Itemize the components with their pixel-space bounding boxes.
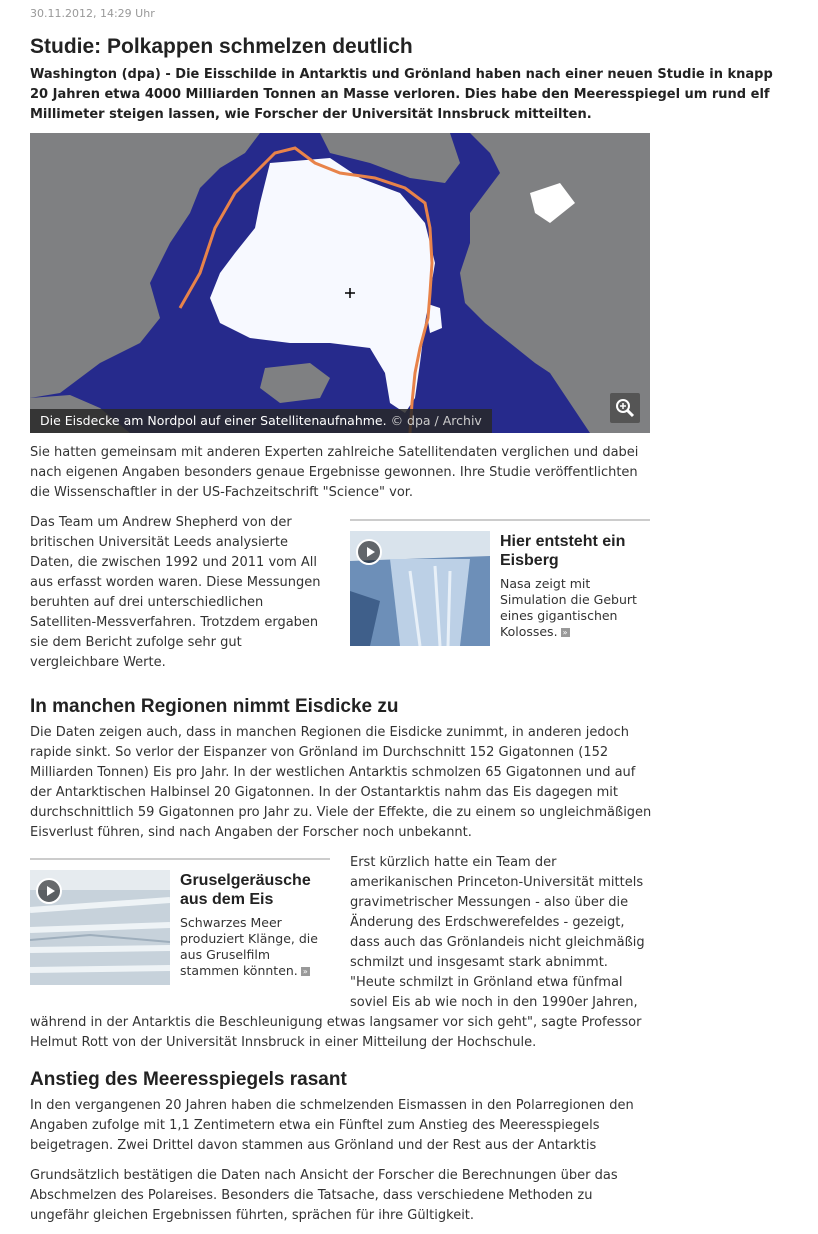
play-icon <box>356 539 382 565</box>
teaser-description <box>500 576 650 640</box>
subheading-2: Anstieg des Meeresspiegels rasant <box>30 1069 347 1090</box>
more-arrow-icon[interactable]: » <box>561 628 570 637</box>
teaser-description <box>180 915 330 979</box>
magnifier-icon <box>610 393 640 423</box>
caption-credit: © dpa / Archiv <box>390 413 482 428</box>
paragraph-4b: während in der Antarktis die Beschleunigung etwas langsamer vor sich geht", sagte Professor Helmut Rott von der Universität Innsbruck in einer Mitteilung der Hochschule. <box>30 1015 642 1050</box>
subheading-1: In manchen Regionen nimmt Eisdicke zu <box>30 696 399 717</box>
teaser-thumbnail[interactable] <box>350 531 490 646</box>
image-caption <box>30 409 492 433</box>
article-title: Studie: Polkappen schmelzen deutlich <box>30 35 413 58</box>
paragraph-1: Sie hatten gemeinsam mit anderen Experten zahlreiche Satellitendaten verglichen und dabei nach eigenen Angaben besonders genaue Ergebnisse gewonnen. Ihre Studie veröffentlichten die Wissenschaftler in der US-Fachzeitschrift "Science" vor. <box>30 445 639 500</box>
arctic-satellite-image[interactable] <box>30 133 650 433</box>
video-teaser-grusel[interactable] <box>30 858 330 978</box>
video-teaser-eisberg[interactable] <box>350 519 650 639</box>
article-lead: Washington (dpa) - Die Eisschilde in Antarktis und Grönland haben nach einer neuen Studie in knapp 20 Jahren etwa 4000 Milliarden Tonnen an Masse verloren. Dies habe den Meeresspiegel um rund elf Millimeter steigen lassen, wie Forscher der Universität Innsbruck mitteilten. <box>30 67 773 122</box>
zoom-button[interactable] <box>610 393 640 423</box>
teaser-title[interactable]: Hier entsteht ein Eisberg <box>500 533 626 569</box>
caption-text: Die Eisdecke am Nordpol auf einer Satellitenaufnahme. <box>40 413 387 428</box>
more-arrow-icon[interactable]: » <box>301 967 310 976</box>
paragraph-3: Die Daten zeigen auch, dass in manchen Regionen die Eisdicke zunimmt, in anderen jedoch rapide sinkt. So verlor der Eispanzer von Grönland im Durchschnitt 152 Gigatonnen (152 Milliarden Tonnen) Eis pro Jahr. In der westlichen Antarktis schmolzen 65 Gigatonnen und auf der Antarktischen Halbinsel 20 Gigatonnen. In der Ostantarktis nahm das Eis dagegen mit durchschnittlich 59 Gigatonnen pro Jahr zu. Viele der Effekte, die zu einem so ungleichmäßigen Eisverlust führen, sind nach Angaben der Forscher noch unbekannt. <box>30 725 652 840</box>
article-date: 30.11.2012, 14:29 Uhr <box>30 7 155 20</box>
play-icon <box>36 878 62 904</box>
teaser-desc-text: Schwarzes Meer produziert Klänge, die aus Gruselfilm stammen könnten. <box>180 915 318 978</box>
paragraph-6: Grundsätzlich bestätigen die Daten nach Ansicht der Forscher die Berechnungen über das Abschmelzen des Polareises. Besonders die Tatsache, dass verschiedene Methoden zu ungefähr gleichen Ergebnissen führten, sprächen für ihre Gültigkeit. <box>30 1168 618 1223</box>
paragraph-5: In den vergangenen 20 Jahren haben die schmelzenden Eismassen in den Polarregionen den Angaben zufolge mit 1,1 Zentimetern etwa ein Fünftel zum Anstieg des Meeresspiegels beigetragen. Zwei Drittel davon stammen aus Grönland und der Rest aus der Antarktis <box>30 1098 634 1153</box>
teaser-desc-text: Nasa zeigt mit Simulation die Geburt eines gigantischen Kolosses. <box>500 576 637 639</box>
satellite-map-graphic <box>30 133 650 433</box>
teaser-title[interactable]: Gruselgeräusche aus dem Eis <box>180 872 311 908</box>
paragraph-2: Das Team um Andrew Shepherd von der britischen Universität Leeds analysierte Daten, die zwischen 1992 und 2011 vom All aus erfasst worden waren. Diese Messungen beruhten auf drei unterschiedlichen Satelliten-Messverfahren. Trotzdem ergaben sie dem Bericht zufolge sehr gut vergleichbare Werte. <box>30 515 321 670</box>
paragraph-4a: Erst kürzlich hatte ein Team der amerikanischen Princeton-Universität mittels gravimetrischer Messungen - also über die Änderung des Erdschwerefeldes - gezeigt, dass auch das Grönlandeis nicht gleichmäßig schmilzt und insgesamt stark abnimmt. "Heute schmilzt in Grönland etwa fünfmal soviel Eis ab wie noch in den 1990er Jahren, <box>350 855 645 1010</box>
teaser-thumbnail[interactable] <box>30 870 170 985</box>
